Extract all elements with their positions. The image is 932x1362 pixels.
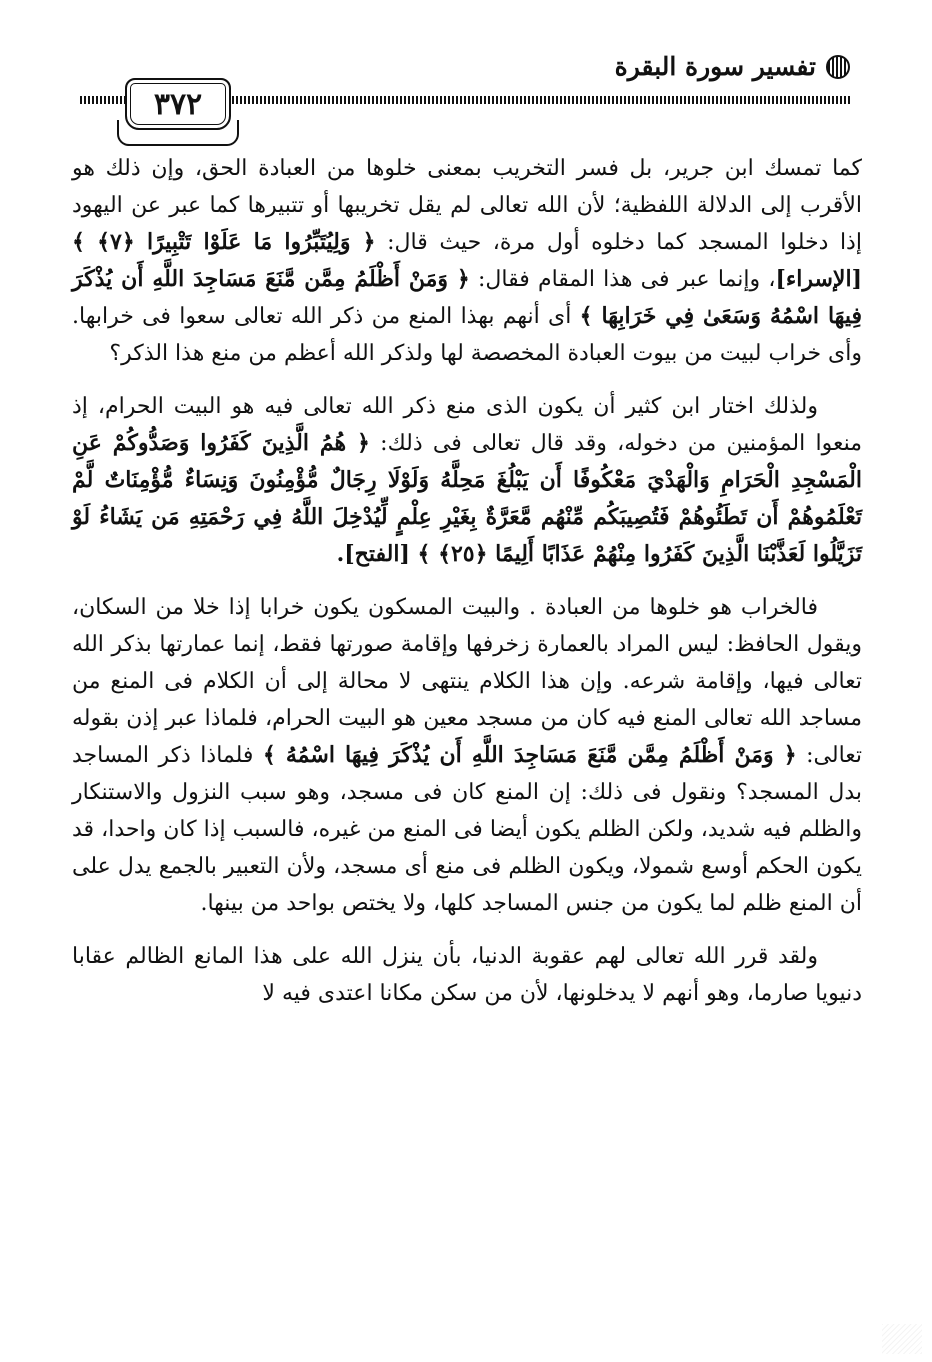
paragraph-text: ولقد قرر الله تعالى لهم عقوبة الدنيا، بأن ينزل الله على هذا المانع الظالم عقابا دنيويا صارما، وهو أنهم لا يدخلونها، لأن من سكن مكانا اعتدى فيه لا (72, 944, 862, 1006)
quran-verse: ﴿ وَلِيُتَبِّرُوا مَا عَلَوْا تَتْبِيرًا ﴿٧﴾ ﴾ (72, 229, 376, 255)
paragraph (72, 589, 862, 922)
paragraph (72, 150, 862, 372)
paragraph-text: ، وإنما عبر فى هذا المقام فقال: (469, 267, 776, 292)
ornament-icon (826, 55, 850, 79)
surah-title-block (615, 52, 850, 81)
paragraph (72, 388, 862, 573)
paragraph-text: فالخراب هو خلوها من العبادة . والبيت المسكون يكون خرابا إذا خلا من السكان، ويقول الحافظ: ليس المراد بالعمارة زخرفها وإقامة صورتها فقط، إنما عمارتها بذكر الله تعالى فيها، وإقامة شرعه. وإن هذا الكلام ينتهى لا محالة إلى أن الكلام فى المنع من مساجد الله تعالى المنع فيه كان من مسجد معين هو البيت الحرام، فلماذا عبر إذن بقوله تعالى: (72, 595, 863, 768)
paragraph (72, 938, 862, 1012)
scan-noise (882, 1324, 922, 1354)
paragraph-text: أى أنهم بهذا المنع من ذكر الله تعالى سعوا فى خرابها. وأى خراب لبيت من بيوت العبادة المخصصة لها ولذكر الله أعظم من منع هذا الذكر؟ (72, 304, 862, 366)
page-header (70, 40, 850, 150)
page-number-badge (125, 78, 231, 130)
paragraph-text: كما تمسك ابن جرير، بل فسر التخريب بمعنى خلوها من العبادة الحق، وإن ذلك هو الأقرب إلى الدلالة اللفظية؛ لأن الله تعالى لم يقل تخريبها أو تتبيرها كما عبر عن اليهود إذا دخلوا المسجد كما دخلوه أول مرة، حيث قال: (72, 156, 862, 255)
page-title: تفسير سورة البقرة (614, 52, 816, 81)
verse-reference: [الفتح]. (336, 541, 418, 567)
quran-verse: ﴿ وَمَنْ أَظْلَمُ مِمَّن مَّنَعَ مَسَاجِدَ اللَّهِ أَن يُذْكَرَ فِيهَا اسْمُهُ ﴾ (262, 742, 797, 768)
quran-verse: ﴿ وَمَنْ أَظْلَمُ مِمَّن مَّنَعَ مَسَاجِدَ اللَّهِ أَن يُذْكَرَ فِيهَا اسْمُهُ وَسَعَىٰ فِي خَرَابِهَا ﴾ (72, 266, 862, 329)
paragraph-text: فلماذا ذكر المساجد بدل المسجد؟ ونقول فى ذلك: إن المنع كان فى مسجد، وهو سبب النزول والاستنكار والظلم فيه شديد، ولكن الظلم يكون أيضا فى المنع من غيره، فالسبب إذا كان واحدا، قد يكون الحكم أوسع شمولا، ويكون الظلم فى منع أى مسجد، ولأن التعبير بالجمع يدل على أن المنع ظلم لما يكون من جنس المساجد كلها، ولا يختص بواحد من بينها. (72, 743, 862, 916)
page-content (72, 150, 862, 1012)
quran-verse: ﴿ هُمُ الَّذِينَ كَفَرُوا وَصَدُّوكُمْ عَنِ الْمَسْجِدِ الْحَرَامِ وَالْهَدْيَ مَعْكُوفًا أَن يَبْلُغَ مَحِلَّهُ وَلَوْلَا رِجَالٌ مُّؤْمِنُونَ وَنِسَاءٌ مُّؤْمِنَاتٌ لَّمْ تَعْلَمُوهُمْ أَن تَطَئُوهُمْ فَتُصِيبَكُم مِّنْهُم مَّعَرَّةٌ بِغَيْرِ عِلْمٍ لِّيُدْخِلَ اللَّهُ فِي رَحْمَتِهِ مَن يَشَاءُ لَوْ تَزَيَّلُوا لَعَذَّبْنَا الَّذِينَ كَفَرُوا مِنْهُمْ عَذَابًا أَلِيمًا ﴿٢٥﴾ ﴾ (72, 430, 862, 567)
page-number: ٣٧٢ (153, 86, 203, 122)
paragraph-text: ولذلك اختار ابن كثير أن يكون الذى منع ذكر الله تعالى فيه هو البيت الحرام، إذ منعوا المؤمنين من دخوله، وقد قال تعالى فى ذلك: (72, 394, 863, 456)
verse-reference: [الإسراء] (775, 266, 862, 292)
